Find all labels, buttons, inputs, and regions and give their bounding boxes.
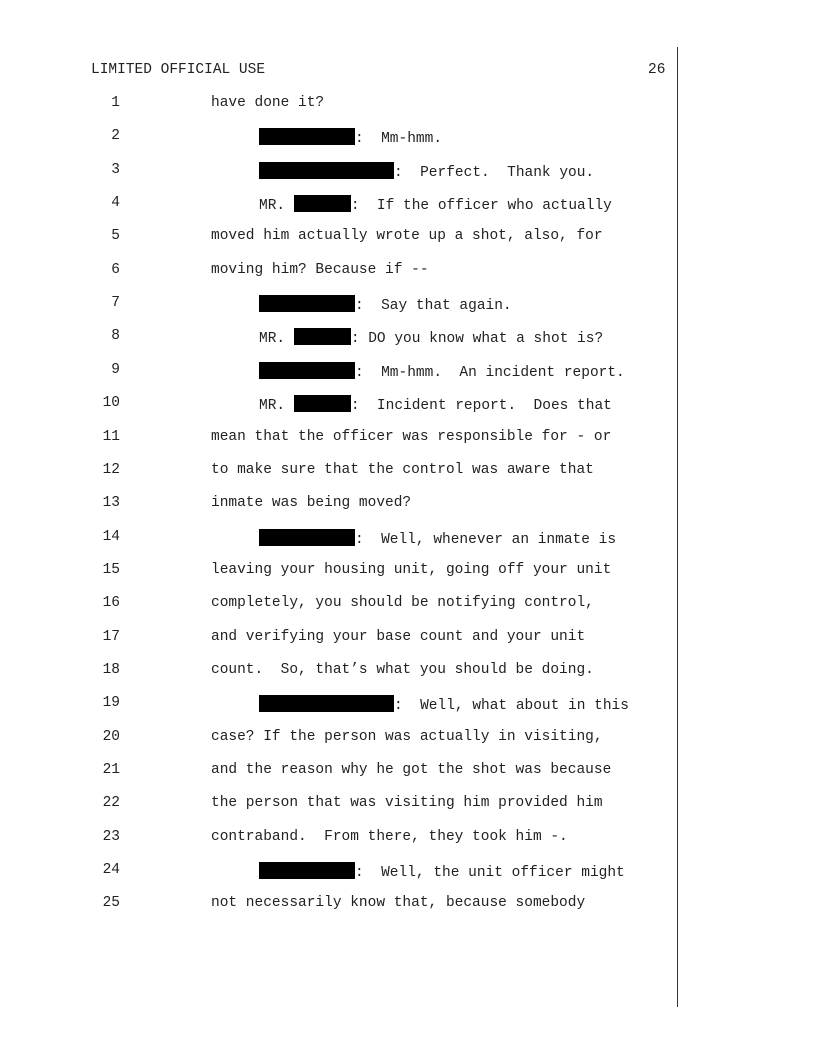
line-text [259,128,442,147]
line-text [211,495,411,511]
redaction-box [259,128,355,145]
line-text [211,595,594,611]
line-text-segment: inmate was being moved? [211,495,412,512]
transcript-line [0,895,676,915]
transcript-line [0,495,676,515]
line-number: 8 [111,328,120,345]
line-number: 20 [102,728,120,745]
line-text [211,729,603,745]
line-text-segment: have done it? [211,95,325,111]
redaction-box [259,529,355,546]
line-text-segment: : If the officer who actually [350,198,612,215]
transcript-line [0,262,676,282]
line-number: 23 [102,828,120,845]
line-text-segment: MR. [259,198,294,215]
transcript-line [0,529,676,549]
line-text [259,862,625,881]
line-text [211,629,585,645]
line-text [211,262,429,278]
transcript-line [0,195,676,215]
line-text-segment: and the reason why he got the shot was because [211,762,612,778]
line-number: 5 [111,228,120,245]
line-number: 7 [111,295,120,312]
transcript-line [0,228,676,248]
line-number: 10 [102,395,120,412]
line-text [211,95,324,111]
line-number: 12 [102,461,120,478]
line-text-segment: MR. [259,331,294,348]
line-text-segment: and verifying your base count and your unit [211,628,586,645]
transcript-line [0,829,676,849]
line-text-segment: : Well, the unit officer might [355,865,625,882]
transcript-line [0,695,676,715]
redaction-box [294,195,351,212]
line-text-segment: : Say that again. [355,298,512,315]
line-text [259,162,594,181]
line-text [259,362,625,381]
line-text-segment: moved him actually wrote up a shot, also, for [211,228,603,245]
transcript-line [0,562,676,582]
line-text [211,562,611,578]
transcript-line [0,128,676,148]
transcript-line [0,762,676,782]
line-number: 3 [111,161,120,178]
transcript-line [0,795,676,815]
line-text [211,462,594,478]
line-text-segment: : Well, what about in this [394,698,629,715]
line-text [259,695,629,714]
transcript-line [0,95,676,115]
line-text-segment: : Well, whenever an inmate is [355,531,617,548]
line-text [211,829,568,845]
line-text [211,762,611,778]
line-number: 13 [102,495,120,512]
line-text [211,228,603,244]
transcript-line [0,295,676,315]
transcript-line [0,162,676,182]
redaction-box [259,695,394,712]
transcript-line [0,462,676,482]
redaction-box [259,295,355,312]
line-text-segment: not necessarily know that, because somebody [211,895,586,912]
line-text-segment: contraband. From there, they took him -. [211,828,568,845]
line-text-segment: MR. [259,398,294,415]
line-text [259,395,612,414]
line-number: 4 [111,195,120,212]
line-number: 22 [102,795,120,812]
line-text [211,895,585,911]
redaction-box [259,162,394,179]
line-text-segment: : Mm-hmm. An incident report. [355,364,625,381]
line-text-segment: : Mm-hmm. [355,131,443,148]
transcript-line [0,729,676,749]
redaction-box [259,862,355,879]
line-text-segment: case? If the person was actually in visiting, [211,728,603,745]
line-text [259,295,512,314]
line-text-segment: to make sure that the control was aware that [211,461,594,478]
line-number: 6 [111,261,120,278]
line-number: 21 [102,762,120,778]
transcript-line [0,395,676,415]
line-text-segment: leaving your housing unit, going off your unit [211,561,612,578]
line-number: 1 [111,95,120,111]
line-text-segment: : Perfect. Thank you. [394,164,595,181]
line-number: 24 [102,862,120,879]
transcript-line [0,362,676,382]
line-text [259,195,612,214]
line-text [211,662,594,678]
line-text [211,429,611,445]
right-margin-rule [677,47,678,1007]
line-number: 18 [102,661,120,678]
line-text-segment: : Incident report. Does that [350,398,612,415]
line-text-segment: count. So, that’s what you should be doing. [211,661,594,678]
redaction-box [294,395,351,412]
transcript-line [0,328,676,348]
line-text [211,795,603,811]
transcript-line [0,662,676,682]
classification-header: LIMITED OFFICIAL USE [91,62,266,78]
line-number: 19 [102,695,120,712]
line-text-segment: completely, you should be notifying control, [211,595,594,612]
line-text [259,529,616,548]
page-number: 26 [648,62,666,78]
line-text [259,328,603,347]
line-number: 15 [102,561,120,578]
transcript-line [0,429,676,449]
transcript-line [0,862,676,882]
line-number: 14 [102,528,120,545]
transcript-line [0,629,676,649]
transcript-line [0,595,676,615]
line-number: 11 [102,428,120,445]
line-number: 2 [111,128,120,145]
line-text-segment: moving him? Because if -- [211,261,429,278]
line-text-segment: the person that was visiting him provided him [211,795,603,812]
line-number: 17 [102,628,120,645]
line-number: 16 [102,595,120,612]
line-text-segment: mean that the officer was responsible for - or [211,428,612,445]
line-number: 9 [111,361,120,378]
redaction-box [294,328,351,345]
line-number: 25 [102,895,120,912]
redaction-box [259,362,355,379]
line-text-segment: : DO you know what a shot is? [350,331,604,348]
